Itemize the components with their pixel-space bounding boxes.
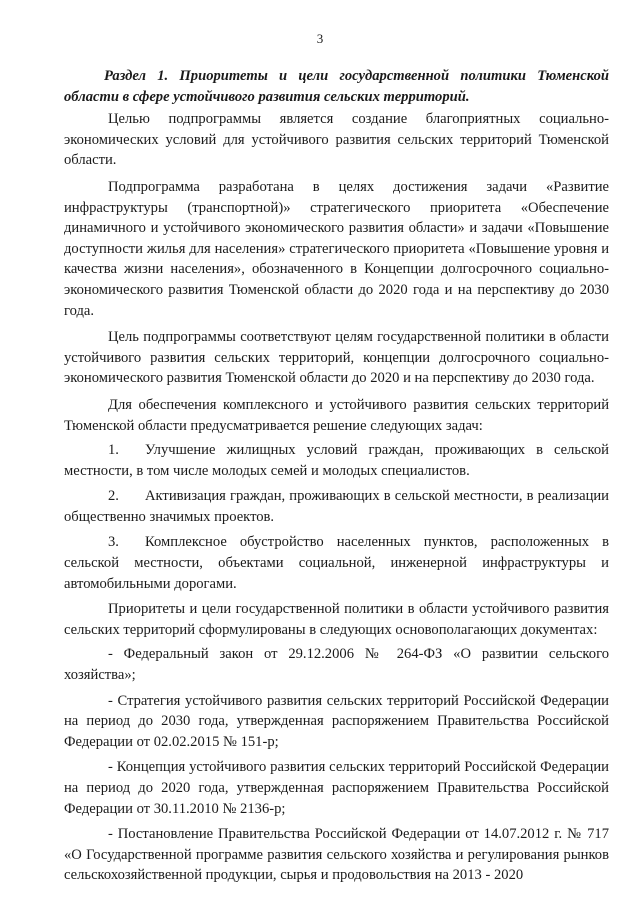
paragraph-correspondence: Цель подпрограммы соответствуют целям государственной политики в области устойчивого развития сельских территорий, концепции долгосрочного социально-экономического развития Тюменской области до 2020 и на перспективу до 2030 года. bbox=[64, 329, 609, 387]
task-item bbox=[64, 486, 609, 527]
task-number: 2. bbox=[108, 488, 119, 505]
task-text: Улучшение жилищных условий граждан, проживающих в сельской местности, в том числе молодых семей и молодых специалистов. bbox=[64, 442, 609, 479]
task-text: Активизация граждан, проживающих в сельской местности, в реализации общественно значимых проектов. bbox=[64, 488, 609, 525]
task-number: 1. bbox=[108, 442, 119, 459]
page-number: 3 bbox=[316, 31, 324, 46]
section-heading: Раздел 1. Приоритеты и цели государственной политики Тюменской области в сфере устойчивого развития сельских территорий. bbox=[64, 68, 609, 105]
task-number: 3. bbox=[108, 534, 119, 551]
paragraph-developed: Подпрограмма разработана в целях достижения задачи «Развитие инфраструктуры (транспортной)» стратегического приоритета «Обеспечение динамичного и устойчивого экономического развития области» и задачи «Повышение доступности жилья для населения» стратегического приоритета «Повышение уровня и качества жизни населения», обозначенного в Концепции долгосрочного социально-экономического развития Тюменской области до 2020 года и на перспективу до 2030 года. bbox=[64, 178, 609, 319]
document-item: - Федеральный закон от 29.12.2006 № 264-ФЗ «О развитии сельского хозяйства»; bbox=[64, 646, 609, 684]
task-item bbox=[64, 532, 609, 594]
document-item: - Концепция устойчивого развития сельских территорий Российской Федерации на период до 2020 года, утвержденная распоряжением Правительства Российской Федерации от 30.11.2010 № 2136-р; bbox=[64, 759, 609, 817]
page-content bbox=[64, 66, 609, 891]
document-item: - Стратегия устойчивого развития сельских территорий Российской Федерации на период до 2030 года, утвержденная распоряжением Правительства Российской Федерации от 02.02.2015 № 151-р; bbox=[64, 692, 609, 750]
paragraph-documents-intro: Приоритеты и цели государственной политики в области устойчивого развития сельских территорий сформулированы в следующих основополагающих документах: bbox=[64, 601, 609, 638]
task-item bbox=[64, 440, 609, 481]
task-list bbox=[64, 440, 609, 594]
paragraph-tasks-intro: Для обеспечения комплексного и устойчивого развития сельских территорий Тюменской области предусматривается решение следующих задач: bbox=[64, 396, 609, 434]
document-item: - Постановление Правительства Российской Федерации от 14.07.2012 г. № 717 «О Государственной программе развития сельского хозяйства и регулирования рынков сельскохозяйственной продукции, сырья и продовольствия на 2013 - 2020 bbox=[64, 826, 609, 884]
paragraph-goal: Целью подпрограммы является создание благоприятных социально-экономических условий для устойчивого развития сельских территорий Тюменской области. bbox=[64, 111, 609, 169]
task-text: Комплексное обустройство населенных пунктов, расположенных в сельской местности, объектами социальной, инженерной инфраструктуры и автомобильными дорогами. bbox=[64, 534, 609, 592]
